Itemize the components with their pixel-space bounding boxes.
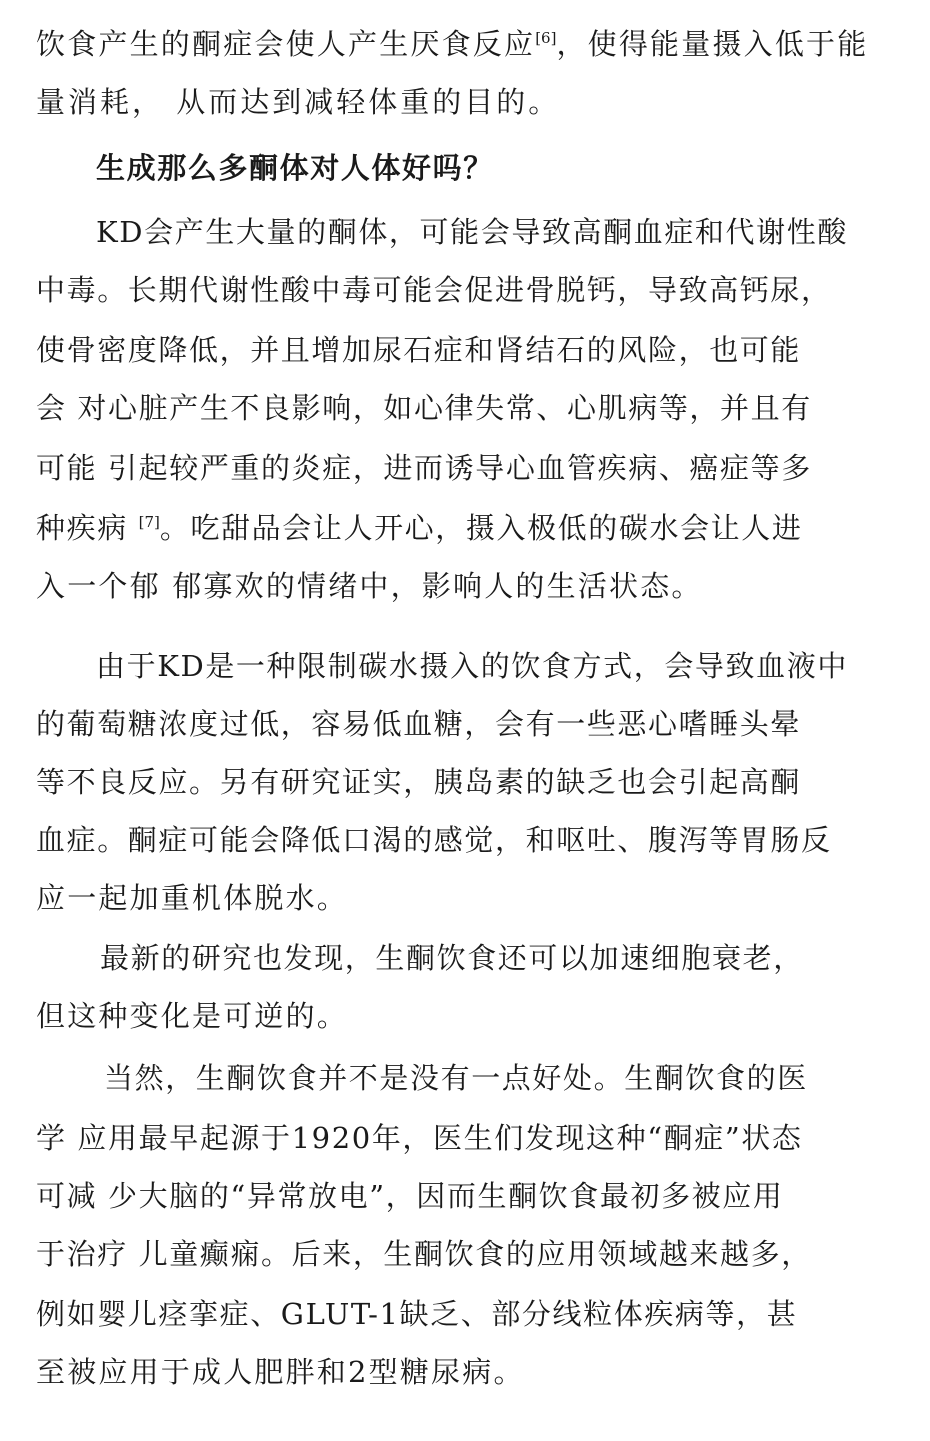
text-segment: 由于KD是一种限制碳水摄入的饮食方式，会导致血液中 <box>96 649 848 683</box>
text-line-7 <box>36 390 930 426</box>
text-segment: 至被应用于成人肥胖和2型糖尿病。 <box>36 1355 525 1389</box>
text-segment: 会 对心脏产生不良影响，如心律失常、心肌病等，并且有 <box>36 391 812 425</box>
text-line-9 <box>36 510 930 546</box>
text-segment: KD会产生大量的酮体，可能会导致高酮血症和代谢性酸 <box>96 215 848 249</box>
section-heading <box>96 150 930 186</box>
text-segment: ，使得能量摄入低于能 <box>556 27 869 61</box>
text-line-22 <box>36 1296 930 1332</box>
text-segment: 学 应用最早起源于1920年，医生们发现这种“酮症”状态 <box>36 1121 803 1155</box>
text-line-2 <box>36 84 930 120</box>
text-line-15 <box>36 880 930 916</box>
text-line-6 <box>36 332 930 368</box>
text-line-19 <box>36 1120 930 1156</box>
text-line-4 <box>96 214 930 250</box>
text-line-18 <box>104 1060 930 1096</box>
text-segment: 血症。酮症可能会降低口渴的感觉，和呕吐、腹泻等胃肠反 <box>36 823 832 857</box>
citation-7: [7] <box>138 513 160 531</box>
text-segment: 可减 少大脑的“异常放电”，因而生酮饮食最初多被应用 <box>36 1179 784 1213</box>
text-segment: 当然，生酮饮食并不是没有一点好处。生酮饮食的医 <box>104 1061 808 1095</box>
text-segment: 种疾病 <box>36 511 139 545</box>
text-line-14 <box>36 822 930 858</box>
text-line-10 <box>36 568 930 604</box>
text-line-23 <box>36 1354 930 1390</box>
text-segment: 入一个郁 郁寡欢的情绪中，影响人的生活状态。 <box>36 569 703 603</box>
text-segment: 但这种变化是可逆的。 <box>36 999 349 1033</box>
text-segment: 最新的研究也发现，生酮饮食还可以加速细胞衰老， <box>100 941 804 975</box>
text-segment: 应一起加重机体脱水。 <box>36 881 349 915</box>
text-line-13 <box>36 764 930 800</box>
text-segment: 。吃甜品会让人开心，摄入极低的碳水会让人进 <box>159 511 803 545</box>
text-line-16 <box>100 940 930 976</box>
text-line-5 <box>36 272 930 308</box>
text-segment: 可能 引起较严重的炎症，进而诱导心血管疾病、癌症等多 <box>36 451 812 485</box>
text-segment: 于治疗 儿童癫痫。后来，生酮饮食的应用领域越来越多， <box>36 1237 812 1271</box>
citation-6: [6] <box>535 29 557 47</box>
text-line-17 <box>36 998 930 1034</box>
text-line-11 <box>96 648 930 684</box>
text-segment: 饮食产生的酮症会使人产生厌食反应 <box>36 27 536 61</box>
text-segment: 量消耗， 从而达到减轻体重的目的。 <box>36 85 561 119</box>
text-segment: 等不良反应。另有研究证实，胰岛素的缺乏也会引起高酮 <box>36 765 802 799</box>
text-line-21 <box>36 1236 930 1272</box>
text-line-12 <box>36 706 930 742</box>
text-segment: 例如婴儿痉挛症、GLUT-1缺乏、部分线粒体疾病等，甚 <box>36 1297 798 1331</box>
text-line-8 <box>36 450 930 486</box>
text-segment: 中毒。长期代谢性酸中毒可能会促进骨脱钙，导致高钙尿， <box>36 273 832 307</box>
text-line-20 <box>36 1178 930 1214</box>
text-line-1 <box>36 26 930 62</box>
text-segment: 的葡萄糖浓度过低，容易低血糖，会有一些恶心嗜睡头晕 <box>36 707 802 741</box>
heading-text: 生成那么多酮体对人体好吗？ <box>96 151 494 185</box>
text-segment: 使骨密度降低，并且增加尿石症和肾结石的风险，也可能 <box>36 333 802 367</box>
